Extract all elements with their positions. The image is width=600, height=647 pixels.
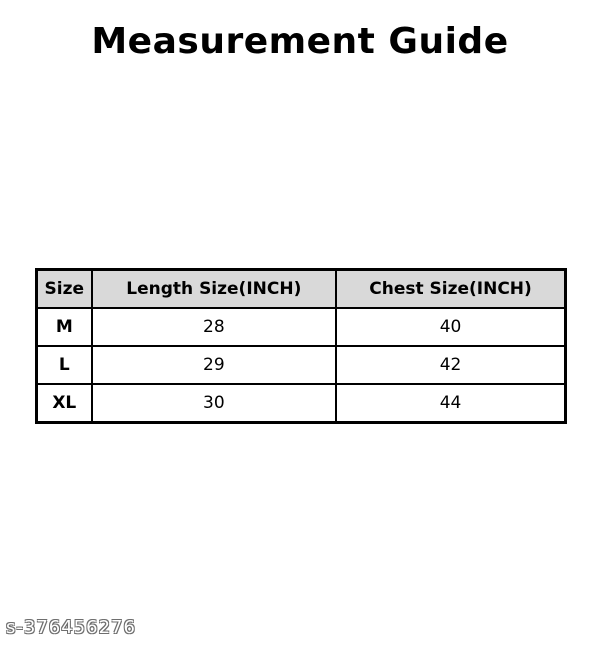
size-cell: XL [37, 384, 92, 423]
table-header-row [37, 270, 566, 309]
chest-cell: 44 [336, 384, 565, 423]
size-cell: L [37, 346, 92, 384]
length-cell: 29 [92, 346, 336, 384]
watermark: s-376456276 [6, 617, 136, 638]
length-cell: 28 [92, 308, 336, 346]
table-row [37, 346, 566, 384]
length-cell: 30 [92, 384, 336, 423]
chest-cell: 42 [336, 346, 565, 384]
table-row [37, 384, 566, 423]
chest-cell: 40 [336, 308, 565, 346]
header-chest-size: Chest Size(INCH) [336, 270, 565, 309]
size-chart-table [35, 268, 567, 424]
header-length-size: Length Size(INCH) [92, 270, 336, 309]
header-size: Size [37, 270, 92, 309]
table-row [37, 308, 566, 346]
page-title: Measurement Guide [91, 21, 509, 62]
size-cell: M [37, 308, 92, 346]
